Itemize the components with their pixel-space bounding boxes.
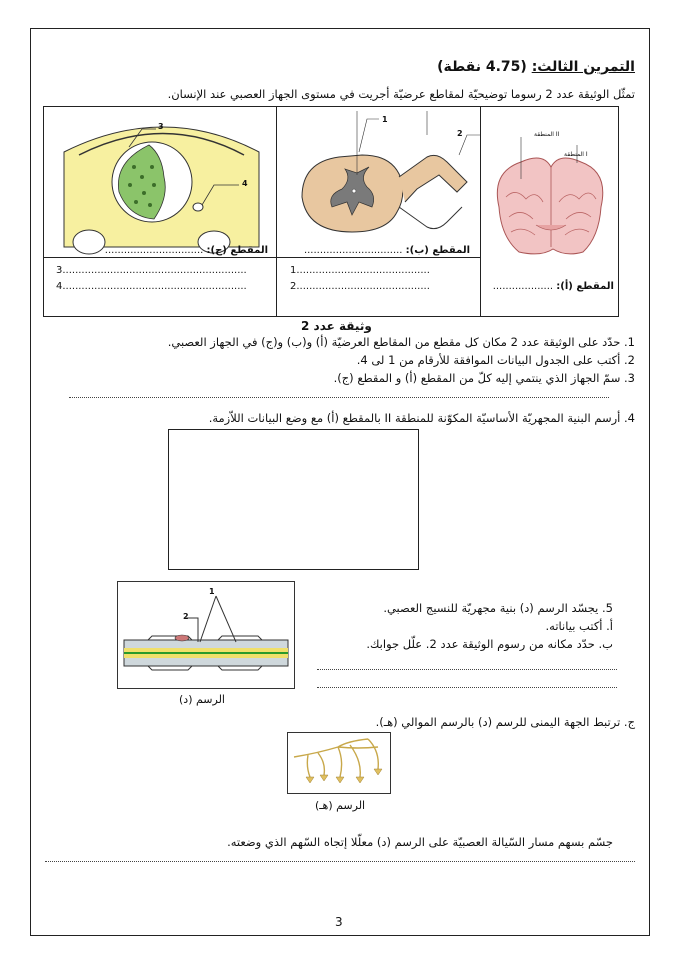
exam-page: [30, 28, 650, 936]
page-number: 3: [335, 915, 343, 929]
question-5c: ج. ترتبط الجهة اليمنى للرسم (د) بالرسم الموالي (هـ).: [375, 715, 635, 729]
legend-row-4: 4..........................................................: [56, 281, 247, 292]
exercise-title: [437, 59, 635, 75]
final-question: جسّم بسهم مسار السّيالة العصبيّة على الرسم (د) معلّلا إتجاه السّهم الذي وضعته.: [227, 835, 613, 849]
question-2: 2. أكتب على الجدول البيانات الموافقة للأرقام من 1 لى 4.: [356, 353, 635, 367]
cell-a-dots: ...................: [492, 281, 554, 292]
figure-e-drawing: [288, 733, 390, 793]
question-5a: أ. أكتب بياناته.: [545, 619, 613, 633]
question-1: 1. حدّد على الوثيقة عدد 2 مكان كل مقطع من المقاطع العرضيّة (أ) و(ب) و(ج) في الجهاز العصبي.: [167, 335, 635, 349]
drawing-box: [168, 429, 419, 570]
figure-d-num-2: 2: [183, 612, 189, 621]
cell-c-dots: ...............................: [104, 245, 204, 256]
legend-row-2: 2..........................................: [290, 281, 430, 292]
cell-a-label: المقطع (أ):: [556, 281, 614, 292]
exercise-points: (4.75 نقطة): [437, 59, 527, 75]
question-5b: ب. حدّد مكانه من رسوم الوثيقة عدد 2. علّل جوابك.: [366, 637, 613, 651]
cell-c-label: المقطع (ج):: [206, 245, 268, 256]
intro-text: تمثّل الوثيقة عدد 2 رسوما توضيحيّة لمقاطع عرضيّة أجريت في مستوى الجهاز العصبي عند الإنسان.: [167, 87, 635, 101]
figure-e-frame: [287, 732, 391, 794]
answer-line-final: [45, 861, 635, 862]
label-num-4: 4: [242, 179, 248, 188]
cell-c-caption: [105, 245, 268, 256]
document-table: [43, 106, 619, 317]
cell-b-caption: [304, 245, 470, 256]
exercise-title-text: التمرين الثالث:: [531, 59, 635, 75]
figure-d-num-1: 1: [209, 587, 215, 596]
legend-row-1: 1..........................................: [290, 265, 430, 276]
region-I-label: المنطقة I: [564, 151, 588, 158]
region-II-label: المنطقة II: [534, 131, 560, 138]
question-5: 5. يجسّد الرسم (د) بنية مجهريّة للنسيج العصبي.: [383, 601, 613, 615]
figure-d-frame: [117, 581, 295, 689]
cell-b-dots: ...............................: [303, 245, 403, 256]
figure-e-caption: الرسم (هـ): [315, 799, 366, 812]
label-num-1: 1: [382, 115, 388, 124]
label-num-2: 2: [457, 129, 463, 138]
label-num-3: 3: [158, 122, 164, 131]
document-caption: وثيقة عدد 2: [301, 319, 372, 333]
figure-d-caption: الرسم (د): [179, 693, 225, 706]
answer-line-5b-2: [317, 687, 617, 688]
answer-line-5b-1: [317, 669, 617, 670]
legend-row-3: 3..........................................................: [56, 265, 247, 276]
section-b-figure: [277, 107, 480, 257]
figure-d-drawing: [118, 582, 294, 688]
cell-a-caption: [493, 281, 614, 292]
question-4: 4. أرسم البنية المجهريّة الأساسيّة المكوّنة للمنطقة II بالمقطع (أ) مع وضع البيانات اللاّزمة.: [208, 411, 635, 425]
answer-line-3: [69, 397, 609, 398]
question-3: 3. سمّ الجهاز الذي ينتمي إليه كلّ من المقطع (أ) و المقطع (ج).: [333, 371, 635, 385]
cell-b-label: المقطع (ب):: [405, 245, 470, 256]
